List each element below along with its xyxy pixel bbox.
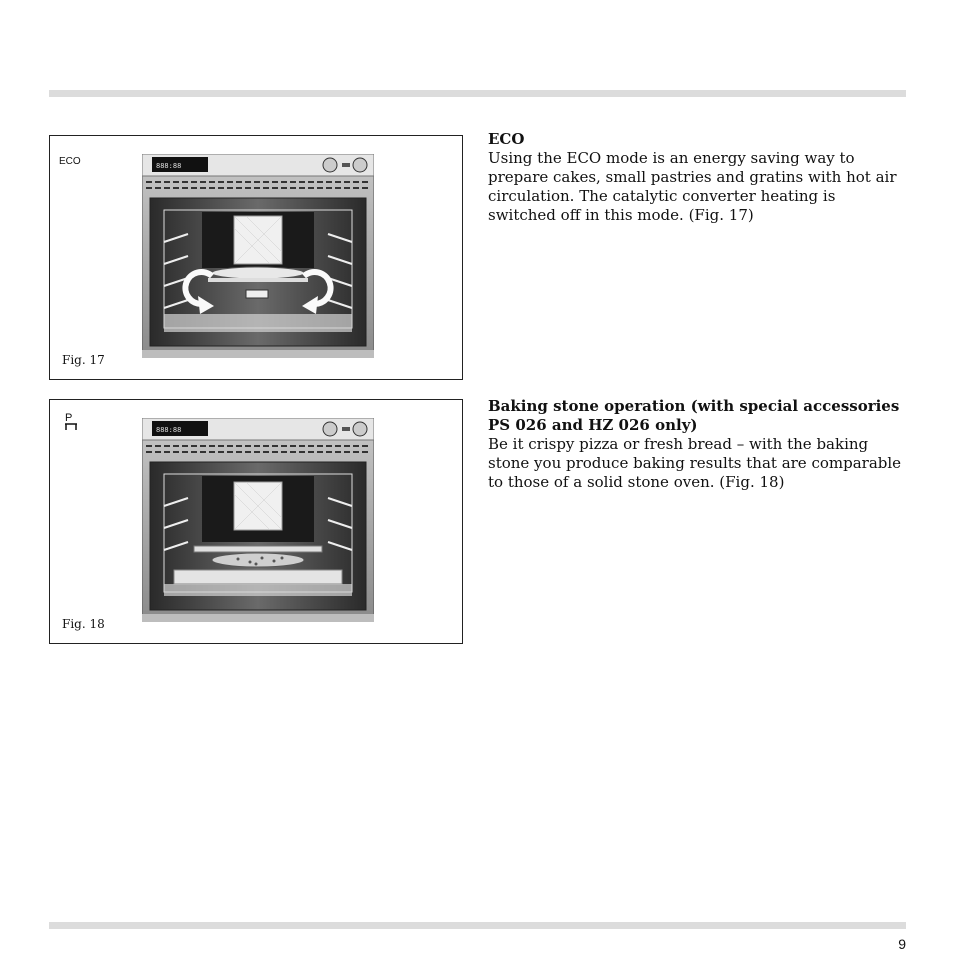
- section-body: Using the ECO mode is an energy saving way to prepare cakes, small pastries and gratins with hot air circulation. The catalytic converter heating is switched off in this mode. (Fig. 17): [488, 149, 897, 224]
- baking-stone-section: [488, 397, 908, 492]
- page-number: 9: [898, 936, 906, 952]
- figure-caption: Fig. 18: [62, 617, 105, 631]
- section-heading: Baking stone operation (with special accessories PS 026 and HZ 026 only): [488, 397, 900, 434]
- eco-section: [488, 130, 908, 225]
- oven-eco-illustration: [142, 154, 374, 358]
- section-heading: ECO: [488, 130, 525, 148]
- footer-rule: [49, 922, 906, 929]
- header-rule: [49, 90, 906, 97]
- figure-18: [49, 399, 463, 644]
- svg-text:P: P: [65, 412, 73, 424]
- baking-stone-mode-icon: [64, 410, 78, 432]
- figure-caption: Fig. 17: [62, 353, 105, 367]
- eco-mode-label: ECO: [59, 156, 81, 167]
- figure-17: [49, 135, 463, 380]
- oven-baking-stone-illustration: [142, 418, 374, 622]
- svg-text:888:88: 888:88: [156, 426, 182, 434]
- section-body: Be it crispy pizza or fresh bread – with the baking stone you produce baking results that are comparable to those of a solid stone oven. (Fig. 18): [488, 435, 902, 491]
- svg-text:888:88: 888:88: [156, 162, 182, 170]
